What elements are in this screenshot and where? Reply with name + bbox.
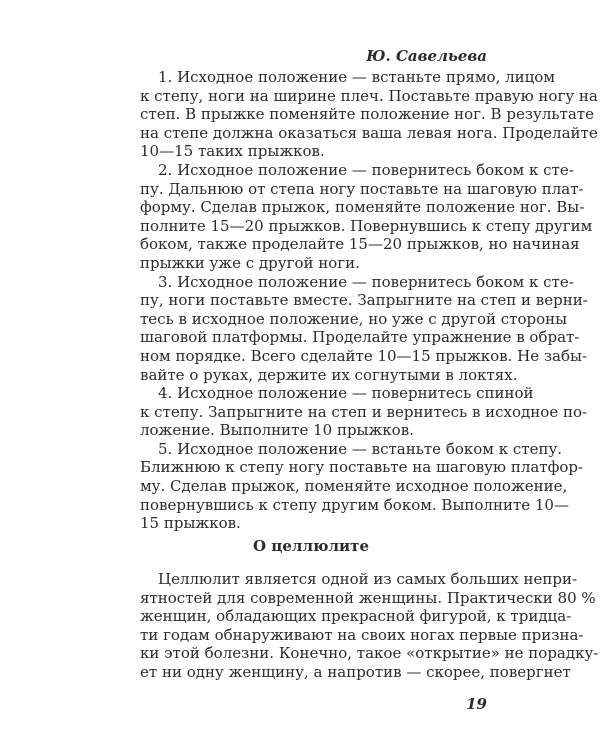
exercise-paragraph-5 (140, 439, 584, 533)
text-line: 2. Исходное положение — повернитесь боком к сте- (158, 160, 574, 179)
exercise-paragraph-2 (140, 160, 593, 273)
page-number: 19 (466, 695, 487, 713)
exercise-paragraph-3 (140, 272, 588, 385)
text-line: пу, ноги поставьте вместе. Запрыгните на степ и верни- (140, 291, 588, 310)
text-line: ти годам обнаруживают на своих ногах первые призна- (140, 625, 584, 644)
text-line: 3. Исходное положение — повернитесь боком к сте- (158, 272, 574, 291)
text-line: 4. Исходное положение — повернитесь спиной (158, 384, 534, 403)
text-line: форму. Сделав прыжок, поменяйте положение ног. Вы- (140, 198, 585, 217)
running-header-author: Ю. Савельева (366, 47, 487, 65)
text-line: на степе должна оказаться ваша левая нога. Проделайте (140, 123, 598, 142)
section-paragraph (140, 570, 599, 682)
exercise-paragraph-1 (140, 68, 598, 161)
text-line: пу. Дальнюю от степа ногу поставьте на шаговую плат- (140, 179, 584, 198)
text-line: 1. Исходное положение — встаньте прямо, лицом (158, 68, 555, 86)
text-line: ятностей для современной женщины. Практически 80 % (140, 588, 596, 607)
text-line: степ. В прыжке поменяйте положение ног. В результате (140, 105, 594, 124)
text-line: к степу, ноги на ширине плеч. Поставьте правую ногу на (140, 86, 598, 105)
text-line: женщин, обладающих прекрасной фигурой, к тридца- (140, 607, 572, 626)
text-line: 10—15 таких прыжков. (140, 142, 325, 161)
text-line: к степу. Запрыгните на степ и вернитесь в исходное по- (140, 402, 588, 421)
text-line: Ближнюю к степу ногу поставьте на шаговую платфор- (140, 458, 584, 477)
text-line: ложение. Выполните 10 прыжков. (140, 421, 414, 440)
text-line: прыжки уже с другой ноги. (140, 253, 360, 272)
text-line: 15 прыжков. (140, 514, 241, 533)
text-line: тесь в исходное положение, но уже с другой стороны (140, 309, 568, 328)
text-line: 5. Исходное положение — встаньте боком к степу. (158, 439, 563, 458)
exercise-list (140, 68, 598, 533)
section-heading: О целлюлите (253, 537, 369, 555)
text-line: му. Сделав прыжок, поменяйте исходное положение, (140, 477, 568, 496)
exercise-paragraph-4 (140, 384, 588, 440)
text-line: полните 15—20 прыжков. Повернувшись к степу другим (140, 216, 593, 235)
text-line: Целлюлит является одной из самых больших непри- (158, 570, 578, 588)
text-line: шаговой платформы. Проделайте упражнение в обрат- (140, 328, 580, 347)
text-line: боком, также проделайте 15—20 прыжков, но начиная (140, 235, 580, 254)
text-line: ки этой болезни. Конечно, такое «открытие» не порадку- (140, 644, 599, 663)
text-line: ет ни одну женщину, а напротив — скорее, повергнет (140, 662, 571, 681)
text-line: ном порядке. Всего сделайте 10—15 прыжков. Не забы- (140, 346, 588, 365)
text-line: повернувшись к степу другим боком. Выполните 10— (140, 495, 569, 514)
text-line: вайте о руках, держите их согнутыми в локтях. (140, 365, 518, 384)
